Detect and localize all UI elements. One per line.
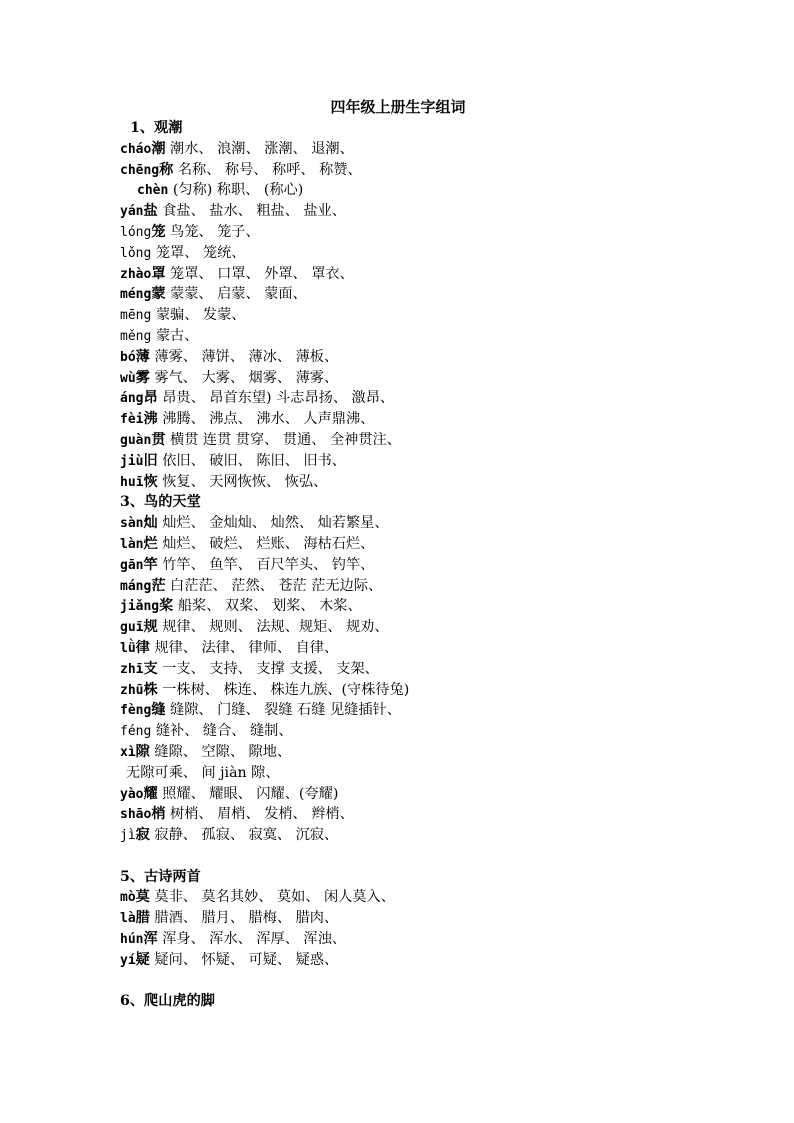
- character: 株: [143, 681, 158, 698]
- character: 耀: [143, 785, 158, 802]
- word-group: 缝补、 缝合、 缝制、: [155, 723, 293, 740]
- pinyin: lǜ: [120, 640, 136, 656]
- word-group: 缝隙、 空隙、 隙地、: [154, 743, 292, 760]
- word-group: 一株树、 株连、 株连九族、(守株待兔): [162, 681, 410, 698]
- section-heading: 6、爬山虎的脚: [120, 993, 215, 1010]
- character-entry: [120, 555, 680, 576]
- character-entry: [120, 950, 680, 971]
- character: 烂: [143, 535, 158, 552]
- pinyin: lǒng: [120, 245, 152, 261]
- character-entry: [120, 222, 680, 243]
- character-entry: [120, 409, 680, 430]
- pinyin: jiù: [120, 453, 144, 469]
- document-title: 四年级上册生字组词: [330, 98, 466, 116]
- character: 疑: [135, 951, 150, 968]
- word-group: 依旧、 破旧、 陈旧、 旧书、: [162, 452, 346, 469]
- word-group: 恢复、 天网恢恢、 恢弘、: [162, 473, 328, 490]
- word-group: 灿烂、 金灿灿、 灿然、 灿若繁星、: [162, 515, 389, 532]
- word-line: 无隙可乘、 间 jiàn 隙、: [126, 764, 280, 781]
- character: 蒙: [151, 286, 166, 303]
- pinyin: huī: [120, 474, 144, 490]
- word-group: 照耀、 耀眼、 闪耀、(夸耀): [162, 785, 339, 802]
- section-heading: 5、古诗两首: [120, 868, 201, 885]
- character-entry: [120, 201, 680, 222]
- pinyin: fèi: [120, 412, 144, 428]
- word-group: 雾气、 大雾、 烟雾、 薄雾、: [154, 369, 339, 386]
- character-entry: [120, 825, 680, 846]
- pinyin: chèn: [137, 183, 169, 199]
- character: 雾: [135, 369, 150, 386]
- character-entry: [120, 887, 680, 908]
- word-group: 疑问、 怀疑、 可疑、 疑惑、: [154, 951, 339, 968]
- section-heading: 3、鸟的天堂: [120, 494, 201, 511]
- pinyin: guī: [120, 620, 144, 636]
- word-group: 昂贵、 昂首东望) 斗志昂扬、 激昂、: [162, 390, 395, 407]
- character: 寂: [135, 827, 150, 844]
- section-heading: 1、观潮: [130, 120, 183, 136]
- pinyin: zhào: [120, 266, 152, 282]
- pinyin: méng: [120, 287, 152, 303]
- word-group: 蒙骗、 发蒙、: [155, 307, 246, 324]
- character: 梢: [151, 806, 166, 823]
- character: 旧: [143, 452, 158, 469]
- pinyin: hún: [120, 932, 144, 948]
- character-entry: [120, 680, 680, 701]
- character-entry: [120, 180, 680, 201]
- pinyin: fèng: [120, 703, 152, 719]
- character: 笼: [151, 223, 166, 240]
- word-group: 名称、 称号、 称呼、 称赞、: [177, 161, 362, 178]
- character-entry: [120, 160, 680, 181]
- character: 支: [143, 660, 158, 677]
- word-group: 浑身、 浑水、 浑厚、 浑浊、: [162, 931, 346, 948]
- word-group: 寂静、 孤寂、 寂寞、 沉寂、: [154, 827, 339, 844]
- character: 腊: [135, 910, 150, 927]
- pinyin: bó: [120, 349, 136, 365]
- character-entry: [120, 721, 680, 742]
- pinyin: jiǎng: [120, 599, 160, 615]
- pinyin: cháo: [120, 141, 152, 157]
- pinyin: féng: [120, 724, 152, 740]
- word-group: 潮水、 浪潮、 涨潮、 退潮、: [170, 140, 354, 157]
- pinyin: zhū: [120, 682, 144, 698]
- pinyin: měng: [120, 328, 152, 344]
- character: 昂: [143, 390, 158, 407]
- character: 罩: [151, 265, 166, 282]
- character: 缝: [151, 702, 166, 719]
- pinyin: chēng: [120, 162, 160, 178]
- character-entry: [120, 700, 680, 721]
- word-group: 竹竿、 鱼竿、 百尺竿头、 钓竿、: [162, 556, 375, 573]
- word-group: (匀称) 称职、 (称心): [172, 182, 304, 199]
- character-entry: [120, 908, 680, 929]
- character: 桨: [159, 598, 174, 615]
- pinyin: sàn: [120, 516, 144, 532]
- character-entry: [120, 284, 680, 305]
- character: 浑: [143, 931, 158, 948]
- word-group: 规律、 法律、 律师、 自律、: [154, 639, 339, 656]
- pinyin: shāo: [120, 807, 152, 823]
- word-group: 莫非、 莫名其妙、 莫如、 闲人莫入、: [154, 889, 395, 906]
- character: 恢: [143, 473, 158, 490]
- character: 灿: [143, 515, 158, 532]
- character-entry: [120, 139, 680, 160]
- pinyin: yào: [120, 786, 144, 802]
- word-group: 灿烂、 破烂、 烂账、 海枯石烂、: [162, 535, 375, 552]
- character-entry: [120, 784, 680, 805]
- character-entry: [120, 929, 680, 950]
- word-group: 笼罩、 口罩、 外罩、 罩衣、: [170, 265, 354, 282]
- word-group: 薄雾、 薄饼、 薄冰、 薄板、: [154, 348, 339, 365]
- word-group: 食盐、 盐水、 粗盐、 盐业、: [162, 203, 346, 220]
- pinyin: yí: [120, 952, 136, 968]
- character-entry: [120, 430, 680, 451]
- character: 薄: [135, 348, 150, 365]
- character: 沸: [143, 411, 158, 428]
- word-group: 腊酒、 腊月、 腊梅、 腊肉、: [154, 910, 339, 927]
- word-group: 船桨、 双桨、 划桨、 木桨、: [177, 598, 362, 615]
- character-entry: [120, 804, 680, 825]
- character-entry: [120, 576, 680, 597]
- pinyin: gān: [120, 557, 144, 573]
- character: 茫: [151, 577, 166, 594]
- character-entry: [120, 264, 680, 285]
- pinyin: làn: [120, 536, 144, 552]
- pinyin: là: [120, 911, 136, 927]
- word-list: [120, 118, 680, 1012]
- character: 隙: [135, 743, 150, 760]
- pinyin: lóng: [120, 224, 152, 240]
- word-group: 缝隙、 门缝、 裂缝 石缝 见缝插针、: [170, 702, 401, 719]
- word-group: 蒙蒙、 启蒙、 蒙面、: [170, 286, 307, 303]
- pinyin: guàn: [120, 432, 152, 448]
- character-entry: [120, 596, 680, 617]
- character-entry: [120, 326, 680, 347]
- character: 莫: [135, 889, 150, 906]
- pinyin: zhī: [120, 661, 144, 677]
- character: 贯: [151, 431, 166, 448]
- pinyin: mēng: [120, 308, 152, 324]
- character-entry: [120, 451, 680, 472]
- character-entry: [120, 472, 680, 493]
- character-entry: [120, 388, 680, 409]
- character: 盐: [143, 203, 158, 220]
- character-entry: [120, 513, 680, 534]
- character-entry: [120, 659, 680, 680]
- word-group: 一支、 支持、 支撑 支援、 支架、: [162, 660, 379, 677]
- word-group: 鸟笼、 笼子、: [170, 223, 260, 240]
- character-entry: [120, 617, 680, 638]
- word-group: 横贯 连贯 贯穿、 贯通、 全神贯注、: [170, 431, 401, 448]
- pinyin: áng: [120, 391, 144, 407]
- pinyin: xì: [120, 744, 136, 760]
- character-entry: [120, 534, 680, 555]
- pinyin: jì: [120, 828, 136, 844]
- character-entry: [120, 368, 680, 389]
- character-entry: [120, 742, 680, 763]
- word-group: 蒙古、: [155, 327, 199, 344]
- character-entry: [120, 638, 680, 659]
- character-entry: [120, 347, 680, 368]
- word-group: 规律、 规则、 法规、规矩、 规劝、: [162, 619, 389, 636]
- character: 律: [135, 639, 150, 656]
- character-entry: [120, 305, 680, 326]
- character: 竿: [143, 556, 158, 573]
- blank-line: [120, 971, 680, 992]
- character: 潮: [151, 140, 166, 157]
- character-entry: [120, 243, 680, 264]
- pinyin: mò: [120, 890, 136, 906]
- character: 称: [159, 161, 174, 178]
- pinyin: wù: [120, 370, 136, 386]
- word-group: 笼罩、 笼统、: [155, 244, 246, 261]
- word-group: 树梢、 眉梢、 发梢、 辫梢、: [170, 806, 354, 823]
- character: 规: [143, 619, 158, 636]
- word-group: 沸腾、 沸点、 沸水、 人声鼎沸、: [162, 411, 375, 428]
- pinyin: máng: [120, 578, 152, 594]
- blank-line: [120, 846, 680, 867]
- word-group: 白茫茫、 茫然、 苍茫 茫无边际、: [170, 577, 383, 594]
- pinyin: yán: [120, 204, 144, 220]
